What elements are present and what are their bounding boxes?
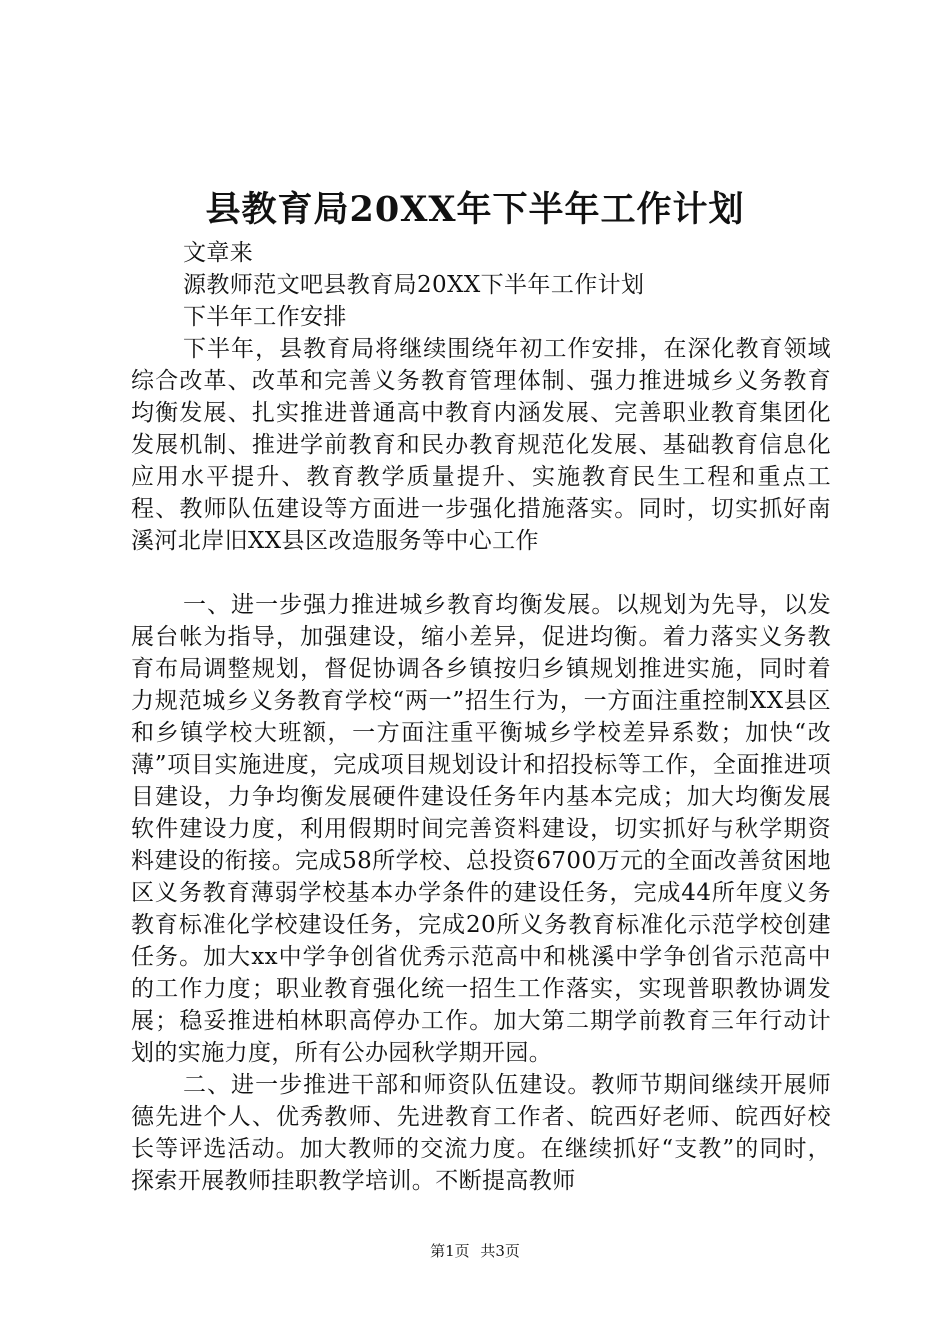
body-paragraph: 二、进一步推进干部和师资队伍建设。教师节期间继续开展师德先进个人、优秀教师、先进教育工作者、皖西好老师、皖西好校长等评选活动。加大教师的交流力度。在继续抓好“支教”的同时，探索开展教师挂职教学培训。不断提高教师 — [131, 1072, 831, 1194]
document-body — [131, 237, 831, 1197]
paragraph-spacer — [131, 557, 831, 589]
body-paragraph: 一、进一步强力推进城乡教育均衡发展。以规划为先导，以发展台帐为指导，加强建设，缩小差异，促进均衡。着力落实义务教育布局调整规划，督促协调各乡镇按归乡镇规划推进实施，同时着力规范城乡义务教育学校“两一”招生行为，一方面注重控制XX县区和乡镇学校大班额，一方面注重平衡城乡学校差异系数；加快“改薄”项目实施进度，完成项目规划设计和招投标等工作，全面推进项目建设，力争均衡发展硬件建设任务年内基本完成；加大均衡发展软件建设力度，利用假期时间完善资料建设，切实抓好与秋学期资料建设的衔接。完成58所学校、总投资6700万元的全面改善贫困地区义务教育薄弱学校基本办学条件的建设任务，完成44所年度义务教育标准化学校建设任务，完成20所义务教育标准化示范学校创建任务。加大xx中学争创省优秀示范高中和桃溪中学争创省示范高中的工作力度；职业教育强化统一招生工作落实，实现普职教协调发展；稳妥推进柏林职高停办工作。加大第二期学前教育三年行动计划的实施力度，所有公办园秋学期开园。 — [131, 592, 831, 1066]
intro-line: 下半年工作安排 — [183, 304, 347, 330]
document-title: 县教育局20XX年下半年工作计划 — [205, 189, 745, 230]
intro-line: 文章来 — [183, 240, 254, 266]
page-footer: 第1页 共3页 — [430, 1242, 520, 1260]
intro-line: 源教师范文吧县教育局20XX下半年工作计划 — [183, 272, 645, 298]
body-paragraph: 下半年，县教育局将继续围绕年初工作安排，在深化教育领域综合改革、改革和完善义务教育管理体制、强力推进城乡义务教育均衡发展、扎实推进普通高中教育内涵发展、完善职业教育集团化发展机制、推进学前教育和民办教育规范化发展、基础教育信息化应用水平提升、教育教学质量提升、实施教育民生工程和重点工程、教师队伍建设等方面进一步强化措施落实。同时，切实抓好南溪河北岸旧XX县区改造服务等中心工作 — [131, 336, 831, 554]
